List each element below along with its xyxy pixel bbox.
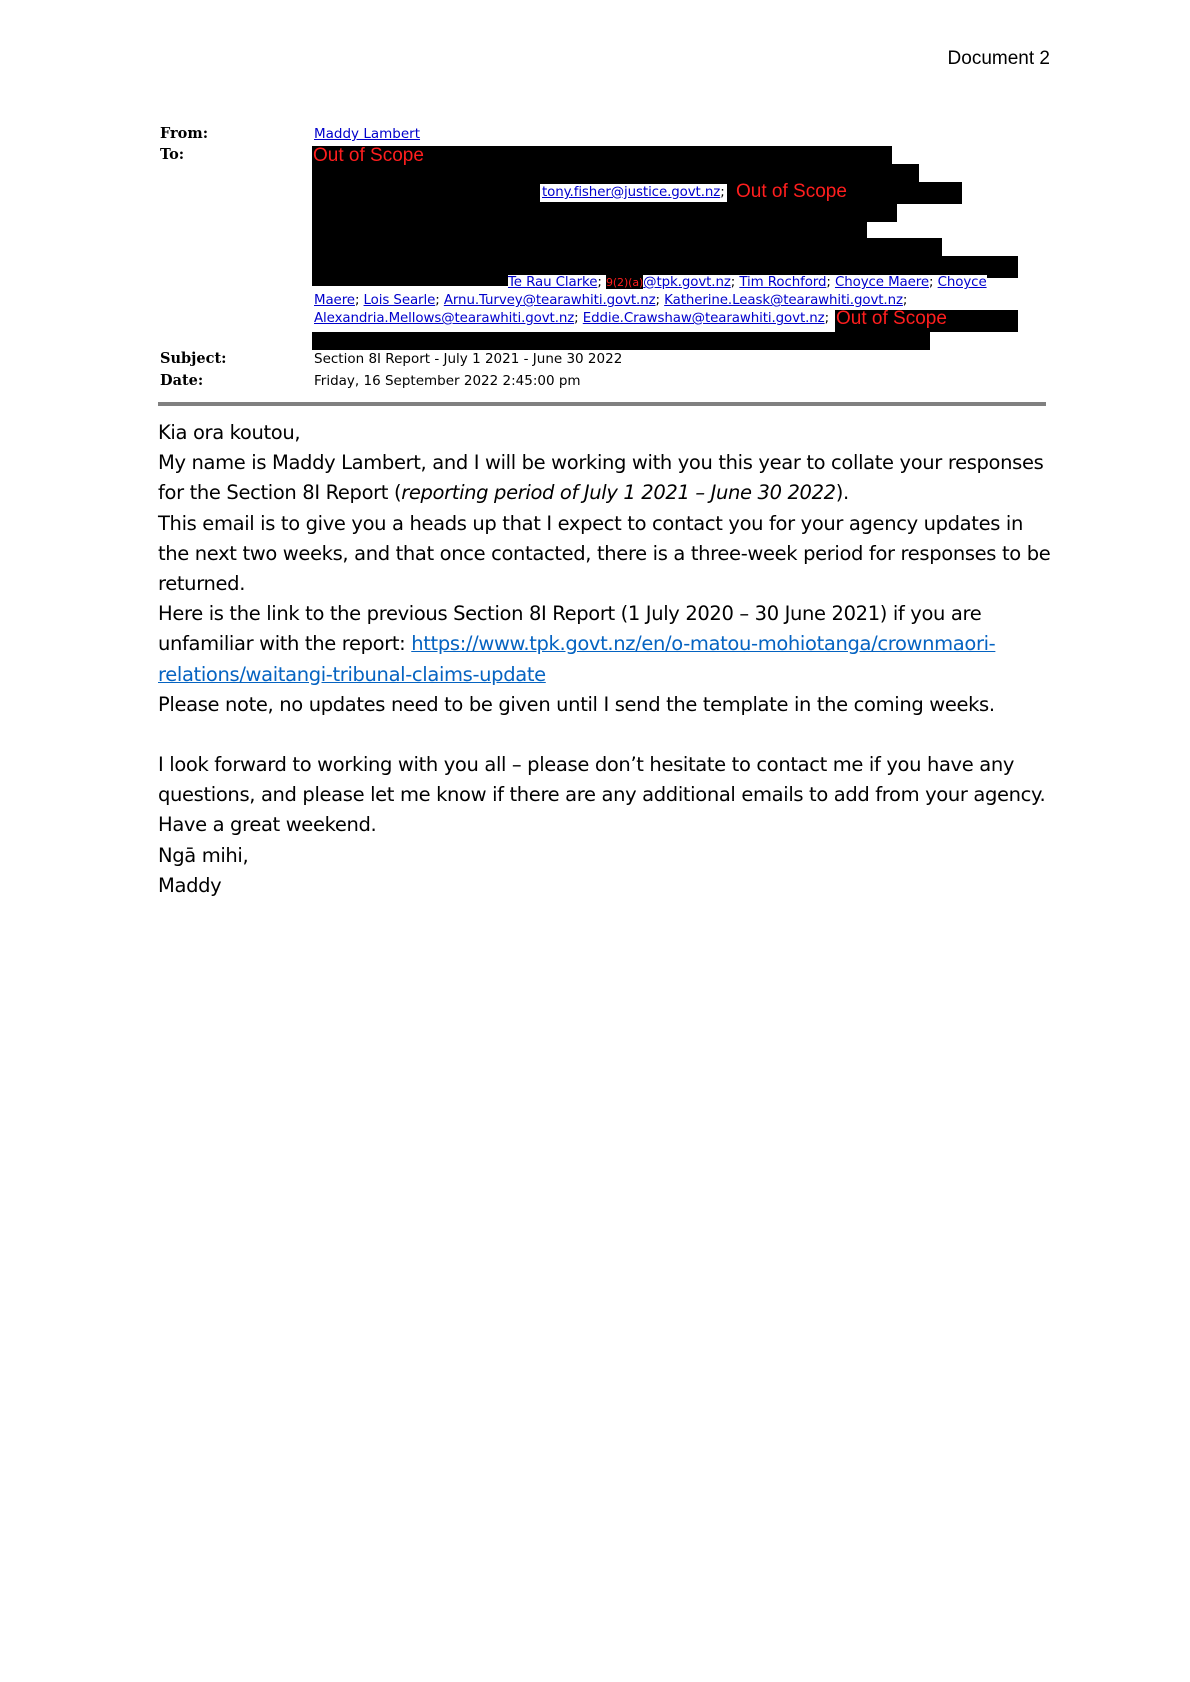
paragraph-heads-up: This email is to give you a heads up that I expect to contact you for your agency updates in the next two weeks, and that once contacted, there is a three-week period for responses to be returned.	[158, 511, 1051, 596]
report-link[interactable]: https://www.tpk.govt.nz/en/o-matou-mohiotanga/crownmaori-relations/waitangi-tribunal-claims-update	[158, 632, 996, 686]
recipient-tony[interactable]: tony.fisher@justice.govt.nz	[542, 185, 721, 200]
recipient-line: Alexandria.Mellows@tearawhiti.govt.nz; Eddie.Crawshaw@tearawhiti.govt.nz;	[314, 311, 830, 326]
recipient-tpk[interactable]: @tpk.govt.nz	[643, 275, 731, 290]
signature-name: Maddy	[158, 873, 222, 897]
header-divider	[158, 402, 1046, 406]
recipient-choyce-2b[interactable]: Maere	[314, 293, 355, 308]
redaction-block	[312, 204, 897, 222]
greeting: Kia ora koutou,	[158, 421, 301, 444]
recipient-line: Te Rau Clarke; 9(2)(a)@tpk.govt.nz; Tim Rochford; Choyce Maere; Choyce	[508, 275, 987, 290]
recipient-arnu[interactable]: Arnu.Turvey@tearawhiti.govt.nz	[443, 293, 656, 308]
from-value	[314, 126, 420, 142]
recipient-line: tony.fisher@justice.govt.nz;	[542, 185, 725, 200]
date-label: Date:	[160, 372, 204, 389]
signoff: Ngā mihi,	[158, 843, 249, 867]
recipient-choyce-2[interactable]: Choyce	[937, 275, 987, 290]
recipient-tim[interactable]: Tim Rochford	[739, 275, 827, 290]
paragraph-closing: I look forward to working with you all – please don’t hesitate to contact me if you have any questions, and please let me know if there are any additional emails to add from your agency.	[158, 753, 1046, 807]
subject-label: Subject:	[160, 350, 227, 367]
date-value: Friday, 16 September 2022 2:45:00 pm	[314, 373, 581, 389]
out-of-scope-mark: Out of Scope	[313, 145, 424, 166]
recipient-katherine[interactable]: Katherine.Leask@tearawhiti.govt.nz	[664, 293, 903, 308]
redaction-code: 9(2)(a)	[605, 276, 644, 289]
document-label: Document 2	[947, 48, 1050, 69]
paragraph-weekend: Have a great weekend.	[158, 813, 377, 837]
recipient-eddie[interactable]: Eddie.Crawshaw@tearawhiti.govt.nz	[582, 311, 825, 326]
recipient-line: Maere; Lois Searle; Arnu.Turvey@tearawhiti.govt.nz; Katherine.Leask@tearawhiti.govt.nz;	[314, 293, 908, 308]
redaction-block	[312, 222, 867, 238]
email-body	[158, 418, 1058, 901]
redaction-block	[312, 278, 508, 286]
redaction-block	[312, 238, 942, 256]
out-of-scope-mark: Out of Scope	[736, 181, 847, 202]
recipient-alexandria[interactable]: Alexandria.Mellows@tearawhiti.govt.nz	[314, 311, 575, 326]
paragraph-link: Here is the link to the previous Section 8I Report (1 July 2020 – 30 June 2021) if you are unfamiliar with the report: https://www.tpk.govt.nz/en/o-matou-mohiotanga/crownmaori-relations/waitangi-tribunal-claims-update	[158, 602, 996, 686]
sender-link[interactable]: Maddy Lambert	[314, 126, 421, 142]
paragraph-note: Please note, no updates need to be given until I send the template in the coming weeks.	[158, 692, 995, 716]
to-label: To:	[160, 146, 185, 163]
recipient-te-rau[interactable]: Te Rau Clarke	[508, 275, 598, 290]
out-of-scope-mark: Out of Scope	[836, 308, 947, 329]
spacer	[158, 720, 1058, 750]
recipient-choyce-1[interactable]: Choyce Maere	[834, 275, 930, 290]
from-label: From:	[160, 125, 209, 142]
redaction-block	[312, 332, 930, 350]
paragraph-intro: My name is Maddy Lambert, and I will be working with you this year to collate your responses for the Section 8I Report (reporting period of July 1 2021 – June 30 2022).	[158, 451, 1044, 505]
subject-value: Section 8I Report - July 1 2021 - June 30 2022	[314, 351, 623, 367]
recipient-lois[interactable]: Lois Searle	[363, 293, 436, 308]
